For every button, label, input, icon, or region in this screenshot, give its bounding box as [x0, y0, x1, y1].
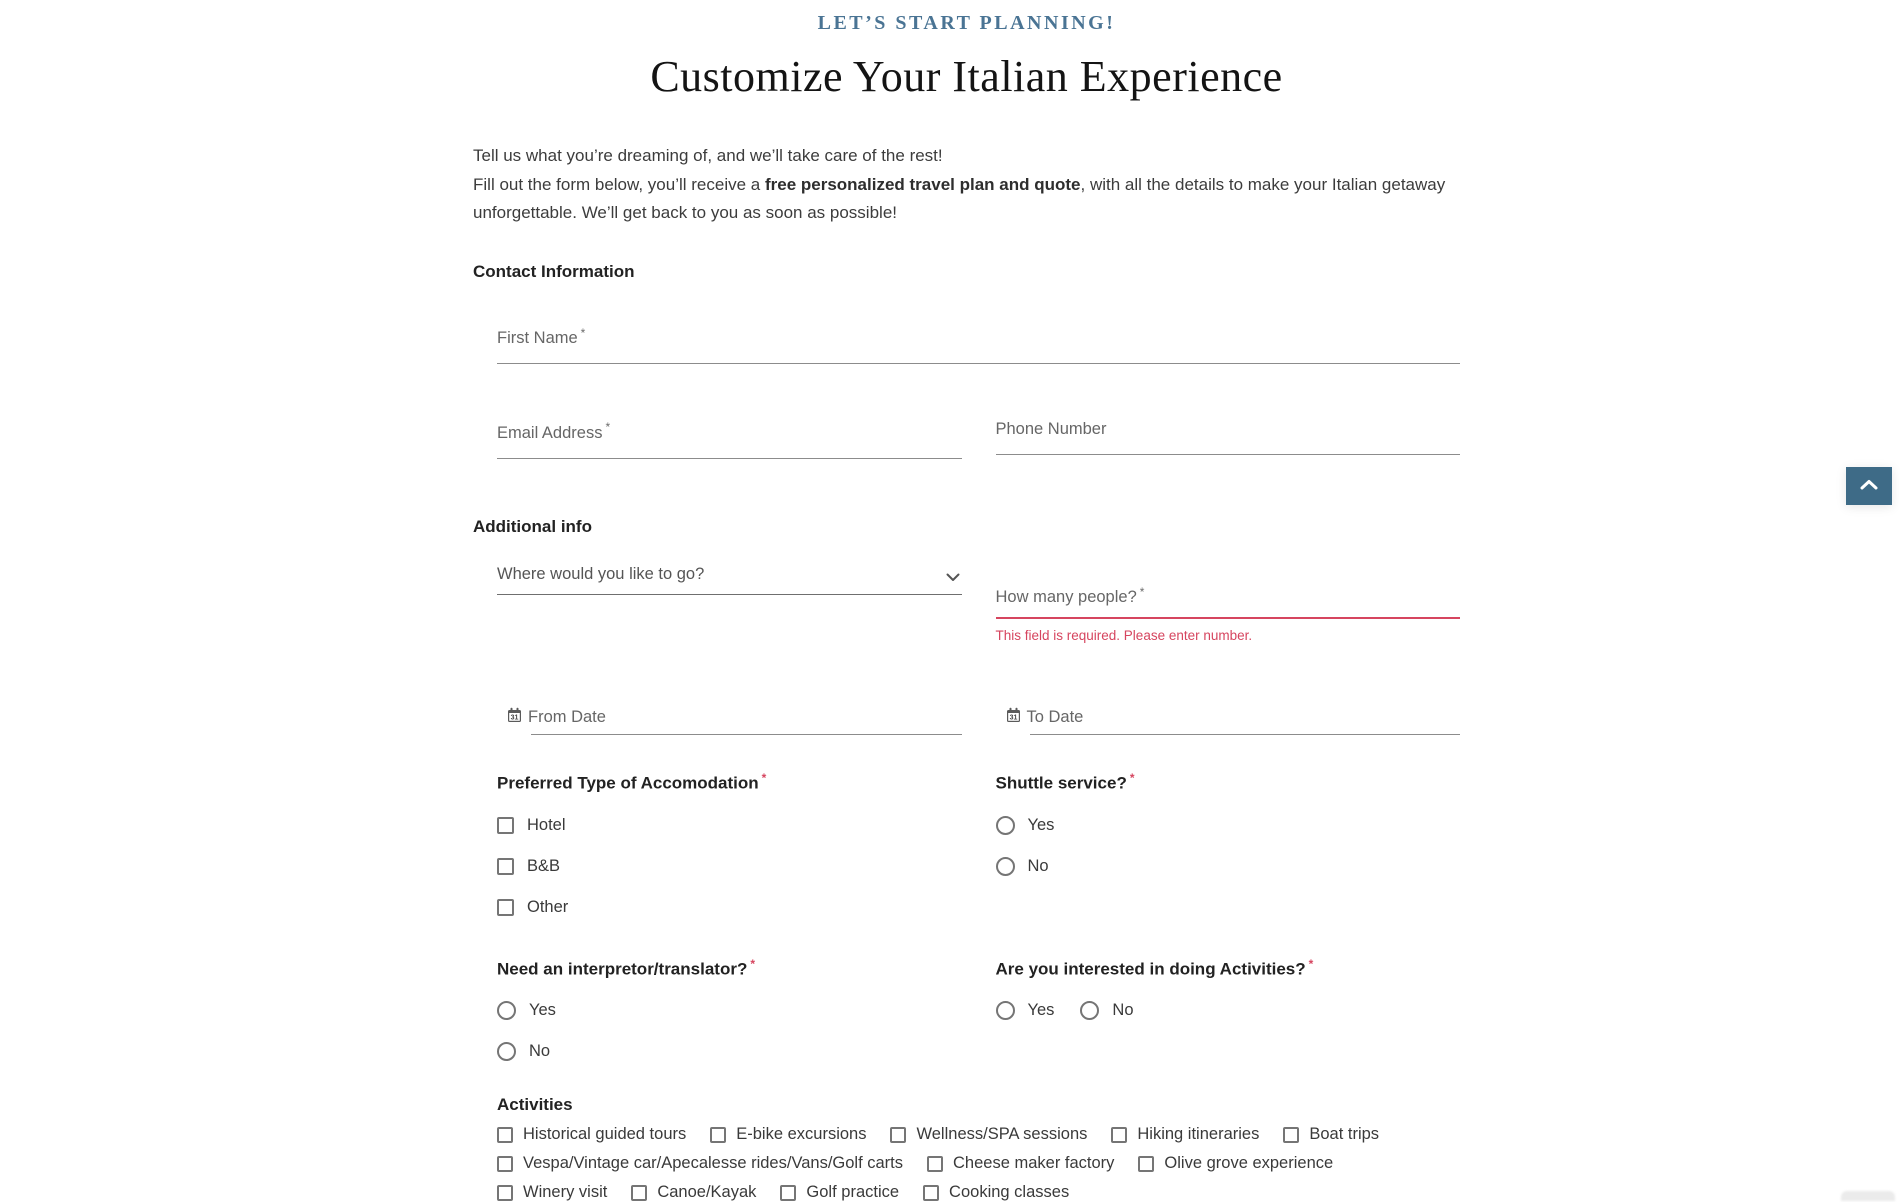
scroll-to-top-button[interactable] — [1846, 467, 1892, 505]
checkbox-icon[interactable] — [497, 1185, 513, 1201]
email-label: Email Address * — [497, 420, 611, 442]
svg-text:31: 31 — [1009, 714, 1017, 722]
checkbox-cheese-maker-factory[interactable]: Cheese maker factory — [927, 1154, 1114, 1173]
radio-icon[interactable] — [996, 857, 1015, 876]
calendar-icon — [507, 707, 522, 728]
phone-field — [996, 420, 1461, 459]
shuttle-heading: Shuttle service? * — [995, 771, 1135, 793]
destination-underline — [497, 594, 962, 595]
required-mark: * — [605, 420, 611, 434]
radio-activities-no[interactable]: No — [1080, 1001, 1133, 1020]
people-label: How many people? * — [995, 584, 1145, 606]
checkbox-wellness-spa-sessions[interactable]: Wellness/SPA sessions — [890, 1125, 1087, 1144]
checkbox-option-other[interactable]: Other — [497, 898, 962, 917]
to-date-field[interactable] — [996, 707, 1461, 735]
required-mark: * — [1129, 771, 1135, 785]
first-name-field — [497, 326, 1460, 365]
required-mark: * — [1139, 584, 1145, 599]
required-mark: * — [750, 956, 755, 971]
checkbox-icon[interactable] — [710, 1127, 726, 1143]
form-page — [473, 0, 1460, 1202]
checkbox-canoe-kayak[interactable]: Canoe/Kayak — [631, 1183, 756, 1202]
intro-line-2: Fill out the form below, you’ll receive a free personalized travel plan and quote, with all the details to make your Italian getaway unforgettable. We’ll get back to you as soon as possible! — [473, 174, 1446, 222]
email-input[interactable] — [497, 447, 962, 459]
checkbox-olive-grove-experience[interactable]: Olive grove experience — [1138, 1154, 1333, 1173]
checkbox-cooking-classes[interactable]: Cooking classes — [923, 1183, 1069, 1202]
intro-paragraph — [473, 142, 1460, 228]
phone-input[interactable] — [996, 443, 1461, 455]
calendar-icon — [1006, 707, 1021, 728]
checkbox-icon[interactable] — [497, 817, 514, 834]
radio-icon[interactable] — [996, 1001, 1015, 1020]
checkbox-icon[interactable] — [890, 1127, 906, 1143]
checkbox-icon[interactable] — [1111, 1127, 1127, 1143]
chevron-down-icon — [946, 569, 960, 587]
required-mark: * — [1308, 956, 1314, 971]
required-mark: * — [761, 771, 767, 785]
eyebrow-heading: LET’S START PLANNING! — [817, 12, 1116, 34]
activities-row-1 — [497, 1125, 1460, 1144]
checkbox-option-bnb[interactable]: B&B — [497, 857, 962, 876]
chevron-up-icon — [1860, 477, 1878, 495]
checkbox-historical-guided-tours[interactable]: Historical guided tours — [497, 1125, 686, 1144]
radio-activities-yes[interactable]: Yes — [996, 1001, 1055, 1020]
people-error-message: This field is required. Please enter number. — [995, 628, 1253, 643]
additional-info-heading: Additional info — [473, 516, 592, 536]
radio-icon[interactable] — [996, 816, 1015, 835]
checkbox-icon[interactable] — [1138, 1156, 1154, 1172]
accommodation-heading: Preferred Type of Accomodation * — [497, 771, 767, 793]
destination-select-value: Where would you like to go? — [497, 564, 705, 583]
radio-icon[interactable] — [497, 1001, 516, 1020]
email-field — [497, 420, 962, 459]
activities-heading: Activities — [497, 1095, 573, 1115]
phone-label: Phone Number — [995, 420, 1107, 438]
checkbox-icon[interactable] — [497, 899, 514, 916]
from-date-label: From Date — [528, 708, 606, 726]
radio-icon[interactable] — [1080, 1001, 1099, 1020]
activities-row-2 — [497, 1154, 1460, 1173]
from-date-field[interactable] — [497, 707, 962, 735]
to-date-underline[interactable] — [1030, 734, 1461, 735]
checkbox-icon[interactable] — [497, 858, 514, 875]
first-name-label: First Name * — [497, 325, 586, 347]
people-field — [996, 585, 1461, 644]
checkbox-icon[interactable] — [927, 1156, 943, 1172]
checkbox-ebike-excursions[interactable]: E-bike excursions — [710, 1125, 866, 1144]
to-date-label: To Date — [1026, 708, 1084, 726]
contact-information-heading: Contact Information — [473, 261, 635, 281]
radio-icon[interactable] — [497, 1042, 516, 1061]
intro-bold-text: free personalized travel plan and quote — [764, 174, 1081, 194]
checkbox-icon[interactable] — [1283, 1127, 1299, 1143]
page-title: Customize Your Italian Experience — [650, 52, 1283, 101]
activities-interest-group — [996, 957, 1461, 1062]
radio-interpreter-no[interactable]: No — [497, 1042, 962, 1061]
first-name-input[interactable] — [497, 352, 1460, 364]
checkbox-icon[interactable] — [923, 1185, 939, 1201]
interpreter-heading: Need an interpretor/translator? * — [497, 956, 755, 979]
radio-shuttle-no[interactable]: No — [996, 857, 1461, 876]
radio-shuttle-yes[interactable]: Yes — [996, 816, 1461, 835]
checkbox-winery-visit[interactable]: Winery visit — [497, 1183, 607, 1202]
checkbox-icon[interactable] — [780, 1185, 796, 1201]
svg-text:31: 31 — [510, 714, 519, 722]
accommodation-group — [497, 771, 962, 917]
from-date-underline[interactable] — [531, 734, 962, 735]
checkbox-icon[interactable] — [497, 1127, 513, 1143]
checkbox-icon[interactable] — [497, 1156, 513, 1172]
checkbox-option-hotel[interactable]: Hotel — [497, 816, 962, 835]
activities-row-3 — [497, 1183, 1460, 1202]
required-mark: * — [580, 325, 586, 340]
interpreter-group — [497, 957, 962, 1062]
activities-interest-heading: Are you interested in doing Activities? * — [995, 956, 1314, 979]
radio-interpreter-yes[interactable]: Yes — [497, 1001, 962, 1020]
checkbox-boat-trips[interactable]: Boat trips — [1283, 1125, 1379, 1144]
checkbox-icon[interactable] — [631, 1185, 647, 1201]
checkbox-golf-practice[interactable]: Golf practice — [780, 1183, 899, 1202]
people-input-underline-error[interactable] — [996, 617, 1461, 619]
destination-select[interactable] — [497, 565, 962, 644]
shuttle-group — [996, 771, 1461, 917]
checkbox-vespa-vintage-rides[interactable]: Vespa/Vintage car/Apecalesse rides/Vans/Golf carts — [497, 1154, 903, 1173]
intro-line-1: Tell us what you’re dreaming of, and we’ll take care of the rest! — [473, 146, 943, 165]
checkbox-hiking-itineraries[interactable]: Hiking itineraries — [1111, 1125, 1259, 1144]
